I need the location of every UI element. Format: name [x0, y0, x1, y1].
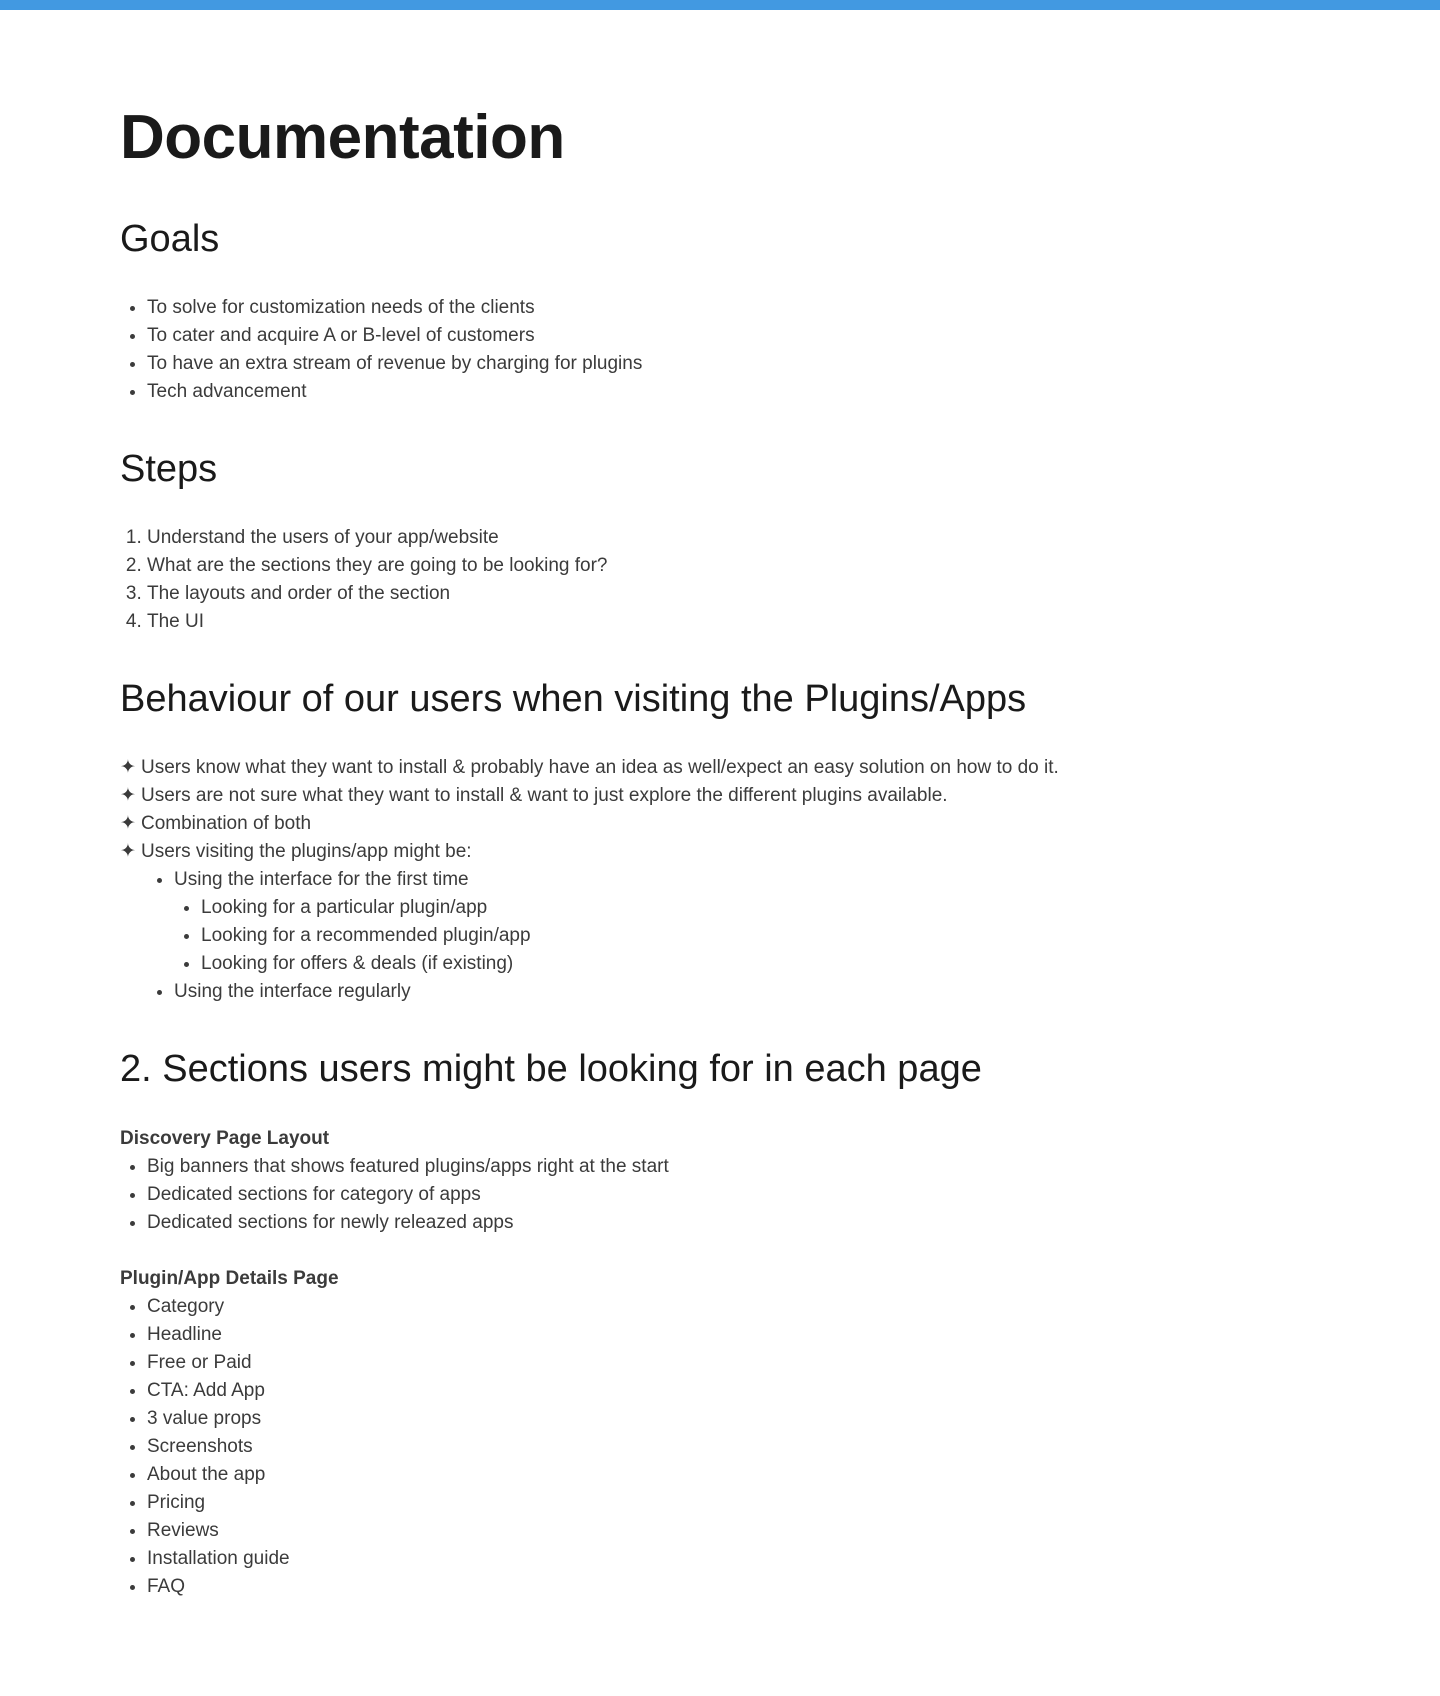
discovery-block: [120, 1125, 669, 1237]
behaviour-point-text: Combination of both: [141, 813, 312, 834]
first-time-needs-list: [174, 894, 1059, 978]
goals-heading: Goals: [120, 218, 220, 260]
behaviour-heading: Behaviour of our users when visiting the Plugins/Apps: [120, 678, 1027, 720]
list-item: • Using the interface regularly: [174, 978, 1059, 1006]
list-item: • To solve for customization needs of the clients: [147, 294, 642, 322]
behaviour-point: [120, 838, 1059, 866]
list-item: 4. The UI: [147, 608, 608, 636]
list-item: • Tech advancement: [147, 378, 642, 406]
visitor-types-list: [120, 866, 1059, 1006]
list-item: • CTA: Add App: [147, 1377, 339, 1405]
behaviour-point: [120, 810, 1059, 838]
discovery-label: Discovery Page Layout: [120, 1128, 330, 1149]
list-item: • Pricing: [147, 1489, 339, 1517]
behaviour-point-text: Users know what they want to install & probably have an idea as well/expect an easy solution on how to do it.: [141, 757, 1059, 778]
list-item: • Looking for a recommended plugin/app: [201, 922, 1059, 950]
sections-heading: 2. Sections users might be looking for in each page: [120, 1048, 982, 1090]
details-label: Plugin/App Details Page: [120, 1268, 339, 1289]
discovery-list: [120, 1153, 669, 1237]
details-list: [120, 1293, 339, 1601]
sparkle-icon: ✦: [120, 757, 136, 778]
list-item: • Dedicated sections for newly releazed apps: [147, 1209, 669, 1237]
list-item: • To have an extra stream of revenue by charging for plugins: [147, 350, 642, 378]
list-item: • Category: [147, 1293, 339, 1321]
list-item: • Headline: [147, 1321, 339, 1349]
list-item: • Screenshots: [147, 1433, 339, 1461]
list-item-text: Using the interface for the first time: [174, 869, 469, 890]
list-item: • About the app: [147, 1461, 339, 1489]
steps-list: [120, 524, 608, 636]
list-item: • Installation guide: [147, 1545, 339, 1573]
list-item: [174, 866, 1059, 978]
list-item: • Free or Paid: [147, 1349, 339, 1377]
list-item: • 3 value props: [147, 1405, 339, 1433]
top-accent-bar: [0, 0, 1440, 10]
sparkle-icon: ✦: [120, 841, 136, 862]
steps-heading: Steps: [120, 448, 218, 490]
sparkle-icon: ✦: [120, 813, 136, 834]
list-item: 1. Understand the users of your app/website: [147, 524, 608, 552]
list-item: • FAQ: [147, 1573, 339, 1601]
sparkle-icon: ✦: [120, 785, 136, 806]
goals-list-block: [120, 294, 642, 406]
list-item: • To cater and acquire A or B-level of customers: [147, 322, 642, 350]
list-item: 2. What are the sections they are going to be looking for?: [147, 552, 608, 580]
page-title: Documentation: [120, 103, 565, 172]
list-item: • Looking for offers & deals (if existing): [201, 950, 1059, 978]
steps-list-block: [120, 524, 608, 636]
behaviour-block: [120, 754, 1059, 1006]
goals-list: [120, 294, 642, 406]
list-item: • Looking for a particular plugin/app: [201, 894, 1059, 922]
behaviour-point: [120, 754, 1059, 782]
list-item: • Big banners that shows featured plugins/apps right at the start: [147, 1153, 669, 1181]
behaviour-point-text: Users visiting the plugins/app might be:: [141, 841, 472, 862]
behaviour-point-text: Users are not sure what they want to install & want to just explore the different plugins available.: [141, 785, 948, 806]
list-item: • Reviews: [147, 1517, 339, 1545]
behaviour-point: [120, 782, 1059, 810]
list-item: • Dedicated sections for category of apps: [147, 1181, 669, 1209]
list-item: 3. The layouts and order of the section: [147, 580, 608, 608]
details-block: [120, 1265, 339, 1601]
